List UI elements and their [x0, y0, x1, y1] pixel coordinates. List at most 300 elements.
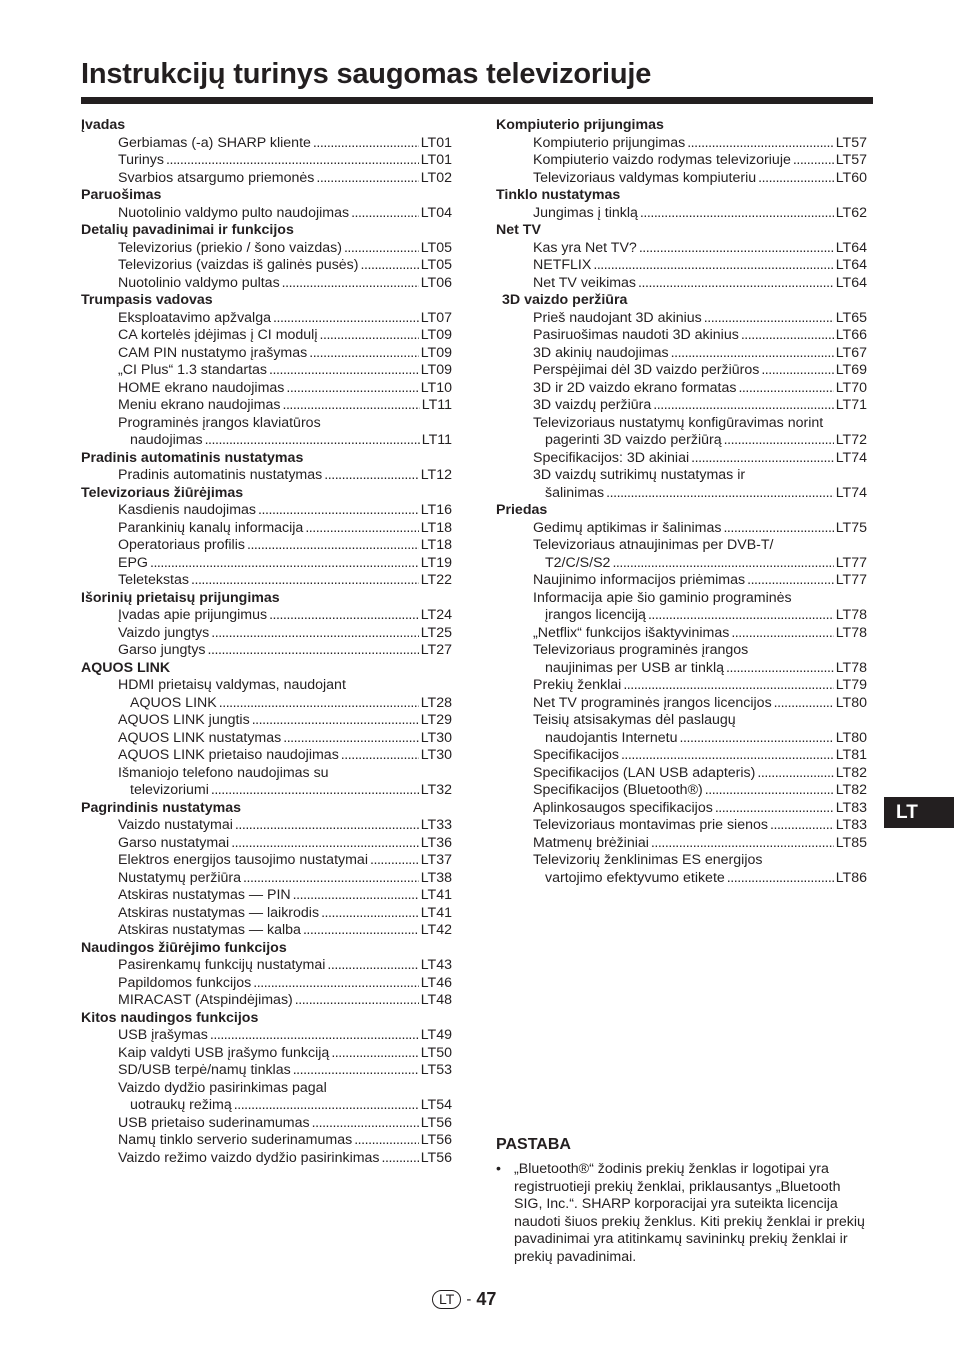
toc-entry-title: Atskiras nustatymas — laikrodis	[118, 904, 320, 921]
toc-entry-title: Perspėjimai dėl 3D vaizdo peržiūros	[533, 362, 760, 378]
toc-page-ref: LT69	[835, 362, 867, 378]
toc-entry	[496, 660, 867, 678]
toc-section-heading: Televizoriaus žiūrėjimas	[81, 484, 244, 501]
toc-entry-title: Garso jungtys	[118, 642, 206, 658]
toc-entry-title: Specifikacijos (Bluetooth®)	[533, 782, 703, 798]
toc-entry-title: Matmenų brėžiniai	[533, 834, 649, 851]
toc-section-heading: Paruošimas	[81, 187, 162, 203]
toc-entry-title: Parankinių kanalų informacija	[118, 519, 304, 536]
toc-entry-title: Meniu ekrano naudojimas	[118, 397, 281, 413]
toc-entry	[81, 642, 452, 660]
dot-leader	[269, 362, 419, 380]
toc-section-heading: Kitos naudingos funkcijos	[81, 1009, 259, 1026]
toc-entry-title: Atskiras nustatymas — PIN	[118, 887, 291, 903]
dot-leader	[269, 607, 419, 625]
toc-entry-title: Kasdienis naudojimas	[118, 502, 257, 518]
toc-entry-title: MIRACAST (Atspindėjimas)	[118, 992, 293, 1008]
toc-entry	[81, 502, 452, 520]
toc-page-ref: LT72	[835, 432, 867, 448]
dot-leader	[593, 257, 833, 275]
dot-leader	[231, 835, 419, 853]
dot-leader	[331, 1045, 418, 1063]
toc-entry	[496, 257, 867, 275]
toc-entry-title: Kas yra Net TV?	[533, 239, 637, 256]
toc-entry-title: Prekių ženklai	[533, 677, 622, 693]
dot-leader	[327, 957, 418, 975]
toc-entry	[496, 747, 867, 765]
toc-entry	[496, 817, 867, 835]
toc-section-heading: Priedas	[496, 502, 548, 518]
toc-entry	[81, 905, 452, 923]
note-heading: PASTABA	[496, 1136, 571, 1153]
toc-page-ref: LT82	[835, 782, 867, 798]
dot-leader	[234, 1097, 419, 1115]
toc-right-column	[496, 117, 867, 887]
toc-entry-title: T2/C/S/S2	[545, 554, 611, 571]
toc-entry	[81, 1115, 452, 1133]
toc-page-ref: LT77	[835, 572, 867, 588]
toc-entry	[81, 1150, 452, 1168]
toc-entry-title: šalinimas	[545, 484, 605, 501]
toc-entry-title: Svarbios atsargumo priemonės	[118, 169, 315, 186]
toc-entry	[496, 327, 867, 345]
dot-leader	[312, 1115, 419, 1133]
toc-entry	[496, 397, 867, 415]
toc-entry-title: Televizoriaus atnaujinimas per DVB-T/	[533, 537, 774, 553]
toc-page-ref: LT82	[835, 764, 867, 781]
toc-page-ref: LT27	[420, 642, 452, 658]
toc-page-ref: LT56	[420, 1149, 452, 1166]
toc-page-ref: LT30	[420, 729, 452, 746]
toc-page-ref: LT11	[421, 397, 452, 413]
toc-entry-title: Prieš naudojant 3D akinius	[533, 309, 702, 326]
toc-entry	[496, 432, 867, 450]
toc-page-ref: LT22	[420, 572, 452, 588]
toc-entry-title: Nuotolinio valdymo pulto naudojimas	[118, 204, 350, 221]
dot-leader	[282, 397, 419, 415]
toc-page-ref: LT78	[835, 607, 867, 623]
dot-leader	[370, 852, 419, 870]
toc-entry-title: Specifikacijos	[533, 747, 619, 763]
toc-entry-title: naudojantis Internetu	[545, 729, 678, 746]
toc-entry	[81, 835, 452, 853]
toc-entry	[81, 852, 452, 870]
toc-entry	[81, 467, 452, 485]
toc-entry-title: Kaip valdyti USB įrašymo funkciją	[118, 1044, 330, 1061]
toc-page-ref: LT29	[420, 712, 452, 728]
toc-entry	[81, 520, 452, 538]
toc-entry	[81, 170, 452, 188]
toc-entry	[81, 1062, 452, 1080]
toc-section-heading: Pradinis automatinis nustatymas	[81, 449, 304, 466]
toc-page-ref: LT70	[835, 379, 867, 396]
toc-page-ref: LT67	[835, 344, 867, 361]
toc-entry-title: Išmaniojo telefono naudojimas su	[118, 764, 329, 781]
toc-page-ref: LT43	[420, 957, 452, 973]
toc-left-column	[81, 117, 452, 1167]
dot-leader	[282, 275, 419, 293]
toc-page-ref: LT01	[420, 134, 452, 151]
toc-entry	[81, 345, 452, 363]
dot-leader	[316, 170, 418, 188]
toc-page-ref: LT10	[420, 379, 452, 396]
page-number	[432, 1288, 496, 1310]
toc-entry-title: Programinės įrangos klaviatūros	[118, 414, 321, 431]
dot-leader	[727, 870, 834, 888]
toc-entry	[81, 257, 452, 275]
toc-entry-title: 3D vaizdų peržiūra	[533, 397, 652, 413]
toc-page-ref: LT05	[420, 257, 452, 273]
toc-section-heading: Detalių pavadinimai ir funkcijos	[81, 222, 294, 238]
dot-leader	[324, 467, 418, 485]
toc-entry-title: Atskiras nustatymas — kalba	[118, 922, 301, 938]
dot-leader	[731, 625, 833, 643]
toc-page-ref: LT74	[835, 484, 867, 501]
toc-section-heading: Pagrindinis nustatymas	[81, 799, 242, 816]
toc-entry	[81, 922, 452, 940]
toc-entry	[81, 205, 452, 223]
dot-leader	[361, 257, 419, 275]
toc-entry	[81, 1027, 452, 1045]
toc-entry-title: Net TV veikimas	[533, 274, 637, 291]
toc-entry	[496, 835, 867, 853]
toc-page-ref: LT53	[420, 1062, 452, 1078]
dot-leader	[258, 502, 419, 520]
toc-entry	[496, 240, 867, 258]
toc-entry	[496, 695, 867, 713]
dot-leader	[321, 905, 419, 923]
toc-page-ref: LT60	[835, 169, 867, 186]
page-number-value: 47	[476, 1288, 497, 1309]
toc-page-ref: LT24	[420, 607, 452, 623]
dot-leader	[247, 537, 419, 555]
dot-leader	[715, 800, 834, 818]
toc-entry-title: Teletekstas	[118, 572, 189, 588]
toc-page-ref: LT54	[420, 1097, 452, 1113]
dot-leader	[724, 432, 834, 450]
toc-entry	[81, 152, 452, 170]
toc-entry-title: „Netflix“ funkcijos išaktyvinimas	[533, 624, 730, 641]
toc-entry-title: 3D akinių naudojimas	[533, 344, 669, 361]
toc-entry	[496, 800, 867, 818]
toc-entry-title: naujinimas per USB ar tinklą	[545, 659, 724, 676]
toc-entry-title: Kompiuterio vaizdo rodymas televizoriuje	[533, 152, 791, 168]
toc-page-ref: LT09	[420, 344, 452, 361]
dot-leader	[293, 887, 419, 905]
toc-entry-title: Aplinkosaugos specifikacijos	[533, 799, 713, 816]
dot-leader	[704, 310, 834, 328]
toc-page-ref: LT30	[420, 747, 452, 763]
dot-leader	[651, 835, 834, 853]
toc-entry	[496, 520, 867, 538]
page-number-separator: -	[466, 1290, 472, 1308]
toc-page-ref: LT41	[420, 887, 452, 903]
dot-leader	[219, 695, 419, 713]
title-underline	[81, 97, 873, 104]
toc-page-ref: LT48	[420, 992, 452, 1008]
toc-page-ref: LT50	[420, 1044, 452, 1061]
toc-page-ref: LT57	[835, 152, 867, 168]
toc-entry-title: Specifikacijos: 3D akiniai	[533, 449, 690, 466]
toc-entry-title: USB įrašymas	[118, 1027, 208, 1043]
toc-entry-title: Papildomos funkcijos	[118, 974, 252, 991]
toc-page-ref: LT85	[835, 834, 867, 851]
toc-entry-title: AQUOS LINK	[130, 694, 217, 711]
dot-leader	[205, 432, 420, 450]
toc-entry	[496, 765, 867, 783]
toc-entry-title: Pasiruošimas naudoti 3D akinius	[533, 327, 739, 343]
toc-page-ref: LT64	[835, 257, 867, 273]
dot-leader	[286, 380, 418, 398]
dot-leader	[253, 975, 418, 993]
toc-section-heading: Trumpasis vadovas	[81, 292, 213, 308]
toc-page-ref: LT02	[420, 169, 452, 186]
toc-page-ref: LT38	[420, 869, 452, 886]
toc-section-heading: Net TV	[496, 222, 541, 238]
toc-page-ref: LT83	[835, 799, 867, 816]
toc-page-ref: LT05	[420, 239, 452, 256]
toc-entry-title: Televizoriaus nustatymų konfigūravimas norint	[533, 414, 824, 431]
dot-leader	[208, 642, 419, 660]
toc-entry-title: „CI Plus“ 1.3 standartas	[118, 362, 268, 378]
toc-section-heading: Įvadas	[81, 117, 126, 133]
dot-leader	[726, 660, 834, 678]
toc-entry	[496, 625, 867, 643]
toc-entry	[81, 1132, 452, 1150]
dot-leader	[705, 782, 834, 800]
toc-entry	[81, 1097, 452, 1115]
toc-section-heading: Išorinių prietaisų prijungimas	[81, 589, 280, 606]
bullet-icon: •	[496, 1161, 501, 1177]
dot-leader	[273, 310, 419, 328]
dot-leader	[761, 362, 833, 380]
dot-leader	[770, 817, 834, 835]
toc-entry-title: įrangos licenciją	[545, 607, 646, 623]
toc-entry-title: NETFLIX	[533, 257, 592, 273]
toc-entry-title: Teisių atsisakymas dėl paslaugų	[533, 712, 736, 728]
toc-entry	[496, 572, 867, 590]
note-text: „Bluetooth®“ žodinis prekių ženklas ir logotipai yra registruotieji prekių ženklai, priklausantys „Bluetooth SIG, Inc.“. SHARP korporacijai yra suteikta licencija naudoti šiuos prekių ženklus. Kiti prekių ženklai ir prekių pavadinimai yra atitinkamų savininkų prekių ženklai ir prekių pavadinimai.	[514, 1161, 865, 1265]
toc-entry-title: 3D ir 2D vaizdo ekrano formatas	[533, 379, 737, 396]
toc-entry-title: Vaizdo režimo vaizdo dydžio pasirinkimas	[118, 1149, 380, 1166]
toc-entry-title: Televizorius (priekio / šono vaizdas)	[118, 239, 342, 256]
toc-entry-title: EPG	[118, 554, 148, 571]
toc-entry	[496, 275, 867, 293]
toc-entry-title: Informacija apie šio gaminio programinės	[533, 589, 792, 606]
toc-entry-title: CA kortelės įdėjimas į CI modulį	[118, 327, 318, 343]
toc-entry-title: Vaizdo dydžio pasirinkimas pagal	[118, 1079, 327, 1096]
toc-page-ref: LT18	[420, 537, 452, 553]
toc-entry	[496, 782, 867, 800]
toc-entry-title: Namų tinklo serverio suderinamumas	[118, 1132, 353, 1148]
toc-entry-title: Gerbiamas (-a) SHARP kliente	[118, 134, 311, 151]
toc-entry	[496, 345, 867, 363]
toc-entry-title: Televizoriaus montavimas prie sienos	[533, 817, 768, 833]
dot-leader	[313, 135, 419, 153]
dot-leader	[757, 765, 833, 783]
dot-leader	[738, 380, 833, 398]
dot-leader	[341, 747, 419, 765]
language-tab: LT	[884, 797, 954, 828]
toc-section-heading: 3D vaizdo peržiūra	[502, 292, 628, 308]
toc-entry	[496, 310, 867, 328]
dot-leader	[680, 730, 834, 748]
toc-page-ref: LT81	[835, 747, 867, 763]
toc-entry-title: Vaizdo jungtys	[118, 624, 210, 641]
dot-leader	[283, 730, 418, 748]
toc-entry	[496, 607, 867, 625]
dot-leader	[305, 520, 418, 538]
toc-entry	[81, 1045, 452, 1063]
toc-page-ref: LT64	[835, 274, 867, 291]
toc-entry	[496, 555, 867, 573]
toc-entry-title: Nustatymų peržiūra	[118, 869, 242, 886]
dot-leader	[344, 240, 419, 258]
dot-leader	[351, 205, 419, 223]
toc-page-ref: LT37	[420, 852, 452, 868]
toc-page-ref: LT19	[420, 554, 452, 571]
toc-page-ref: LT16	[420, 502, 452, 518]
toc-entry	[81, 572, 452, 590]
toc-page-ref: LT28	[420, 694, 452, 711]
toc-entry	[81, 135, 452, 153]
dot-leader	[612, 555, 833, 573]
dot-leader	[191, 572, 419, 590]
toc-entry	[81, 712, 452, 730]
toc-entry	[496, 870, 867, 888]
dot-leader	[252, 712, 419, 730]
toc-entry	[496, 362, 867, 380]
toc-entry	[81, 432, 452, 450]
toc-entry-title: Televizorių ženklinimas ES energijos	[533, 852, 763, 868]
toc-entry-title: HOME ekrano naudojimas	[118, 379, 285, 396]
toc-entry-title: naudojimas	[130, 432, 203, 448]
toc-page-ref: LT78	[835, 624, 867, 641]
dot-leader	[382, 1150, 419, 1168]
toc-entry-title: Nuotolinio valdymo pultas	[118, 274, 280, 291]
toc-entry	[496, 135, 867, 153]
toc-entry-title: Operatoriaus profilis	[118, 537, 245, 553]
toc-entry	[496, 205, 867, 223]
toc-page-ref: LT01	[420, 152, 452, 168]
dot-leader	[671, 345, 834, 363]
toc-entry	[81, 625, 452, 643]
toc-entry-title: 3D vaizdų sutrikimų nustatymas ir	[533, 467, 746, 483]
toc-page-ref: LT07	[420, 309, 452, 326]
toc-page-ref: LT66	[835, 327, 867, 343]
toc-entry	[81, 327, 452, 345]
toc-page-ref: LT04	[420, 204, 452, 221]
dot-leader	[639, 240, 834, 258]
toc-page-ref: LT18	[420, 519, 452, 536]
toc-entry-title: Televizoriaus programinės įrangos	[533, 642, 749, 658]
toc-entry	[496, 485, 867, 503]
toc-entry-title: Vaizdo nustatymai	[118, 817, 233, 833]
toc-page-ref: LT32	[420, 782, 452, 798]
toc-entry	[81, 240, 452, 258]
toc-page-ref: LT65	[835, 309, 867, 326]
toc-page-ref: LT09	[420, 327, 452, 343]
dot-leader	[640, 205, 834, 223]
toc-entry-title: televizoriumi	[130, 782, 209, 798]
toc-entry-title: pagerinti 3D vaizdo peržiūrą	[545, 432, 722, 448]
toc-entry	[81, 992, 452, 1010]
dot-leader	[303, 922, 419, 940]
toc-entry	[496, 450, 867, 468]
toc-entry	[81, 782, 452, 800]
dot-leader	[621, 747, 834, 765]
dot-leader	[309, 345, 418, 363]
toc-entry	[81, 747, 452, 765]
dot-leader	[150, 555, 419, 573]
toc-page-ref: LT64	[835, 239, 867, 256]
note-item	[496, 1161, 868, 1266]
toc-entry-title: Net TV programinės įrangos licencijos	[533, 694, 772, 711]
dot-leader	[295, 992, 419, 1010]
toc-entry	[81, 957, 452, 975]
dot-leader	[211, 625, 418, 643]
toc-entry	[81, 380, 452, 398]
toc-entry-title: Eksploatavimo apžvalga	[118, 309, 271, 326]
toc-entry	[496, 677, 867, 695]
toc-page-ref: LT75	[835, 519, 867, 536]
toc-entry-title: CAM PIN nustatymo įrašymas	[118, 344, 308, 361]
toc-page-ref: LT80	[835, 729, 867, 746]
dot-leader	[166, 152, 419, 170]
toc-entry-title: Jungimas į tinklą	[533, 204, 638, 221]
page-lang-badge: LT	[432, 1290, 461, 1309]
toc-page-ref: LT33	[420, 817, 452, 833]
toc-page-ref: LT41	[420, 904, 452, 921]
toc-entry	[81, 817, 452, 835]
toc-entry	[81, 362, 452, 380]
toc-entry-title: Turinys	[118, 152, 164, 168]
toc-page-ref: LT86	[835, 869, 867, 886]
toc-page-ref: LT56	[420, 1132, 452, 1148]
dot-leader	[774, 695, 834, 713]
toc-entry	[496, 730, 867, 748]
dot-leader	[623, 677, 833, 695]
toc-entry-title: Elektros energijos tausojimo nustatymai	[118, 852, 368, 868]
toc-entry-title: Garso nustatymai	[118, 834, 230, 851]
toc-entry	[496, 152, 867, 170]
toc-page-ref: LT78	[835, 659, 867, 676]
toc-page-ref: LT36	[420, 834, 452, 851]
dot-leader	[638, 275, 834, 293]
toc-page-ref: LT25	[420, 624, 452, 641]
toc-page-ref: LT49	[420, 1027, 452, 1043]
toc-entry	[81, 730, 452, 748]
dot-leader	[691, 450, 834, 468]
dot-leader	[653, 397, 833, 415]
toc-page-ref: LT83	[835, 817, 867, 833]
toc-page-ref: LT62	[835, 204, 867, 221]
dot-leader	[293, 1062, 419, 1080]
toc-page-ref: LT12	[420, 467, 452, 483]
toc-page-ref: LT09	[420, 362, 452, 378]
toc-section-heading: Tinklo nustatymas	[496, 187, 621, 203]
toc-entry	[81, 870, 452, 888]
toc-entry-title: Gedimų aptikimas ir šalinimas	[533, 519, 722, 536]
dot-leader	[210, 1027, 419, 1045]
toc-entry-title: Kompiuterio prijungimas	[533, 134, 686, 151]
toc-page-ref: LT80	[835, 694, 867, 711]
toc-entry	[81, 537, 452, 555]
toc-page-ref: LT11	[421, 432, 452, 448]
dot-leader	[354, 1132, 419, 1150]
toc-entry	[81, 607, 452, 625]
toc-section-heading: Kompiuterio prijungimas	[496, 117, 664, 133]
